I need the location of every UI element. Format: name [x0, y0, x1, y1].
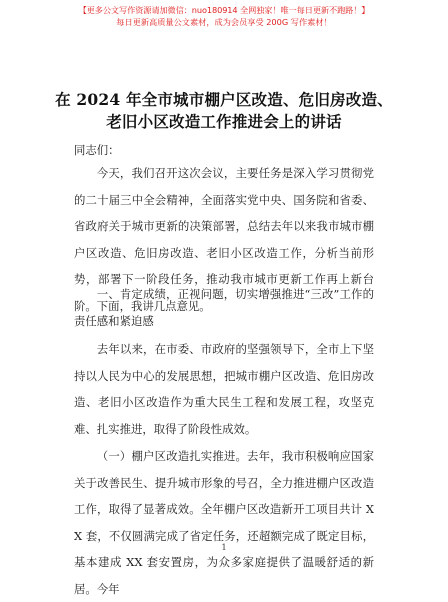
promo-banner-line2: 每日更新高质量公文素材，成为会员享受 200G 写作素材！ — [116, 17, 332, 27]
paragraph-intro-text: 今天，我们召开这次会议，主要任务是深入学习贯彻党的二十届三中全会精神，全面落实党中央、国务院和省委、省政府关于城市更新的决策部署，总结去年以来我市城市棚户区改造、危旧房改造、老旧小区改造工作，分析当前形势，部署下一阶段任务，推动我市城市更新工作再上新台阶。下面，我讲几点意见。 — [74, 166, 374, 313]
page-number: 1 — [221, 543, 227, 552]
paragraph-achievements-text: 去年以来，在市委、市政府的坚强领导下，全市上下坚持以人民为中心的发展思想，把城市棚户区改造、危旧房改造、老旧小区改造作为重大民生工程和发展工程，攻坚克难、扎实推进，取得了阶段性成效。 — [74, 342, 374, 436]
greeting: 同志们： — [74, 143, 120, 157]
document-title-line2: 老旧小区改造工作推进会上的讲话 — [106, 112, 342, 131]
promo-banner-line1: 【更多公文写作资源请加微信：nuo180914 全网独家！唯一每日更新不跑路！】 — [78, 5, 370, 15]
document-title — [0, 89, 448, 133]
paragraph-achievements — [74, 336, 374, 442]
section-heading-text: 一、肯定成绩，正视问题，切实增强推进“三改”工作的责任感和紧迫感 — [74, 287, 374, 328]
promo-banner — [0, 4, 448, 28]
paragraph-shantytown-text: （一）棚户区改造扎实推进。去年，我市积极响应国家关于改善民生、提升城市形象的号召，全力推进棚户区改造工作，取得了显著成效。全年棚户区改造新开工项目共计 XX 套，不仅圆满完成了省定任务，还超额完成了既定目标，基本建成 XX 套安置房，为众多家庭提供了温暖舒适的新居。今年 — [74, 449, 374, 596]
document-title-line1: 在 2024 年全市城市棚户区改造、危旧房改造、 — [55, 90, 393, 109]
paragraph-shantytown — [74, 443, 374, 602]
section-heading — [74, 281, 374, 334]
